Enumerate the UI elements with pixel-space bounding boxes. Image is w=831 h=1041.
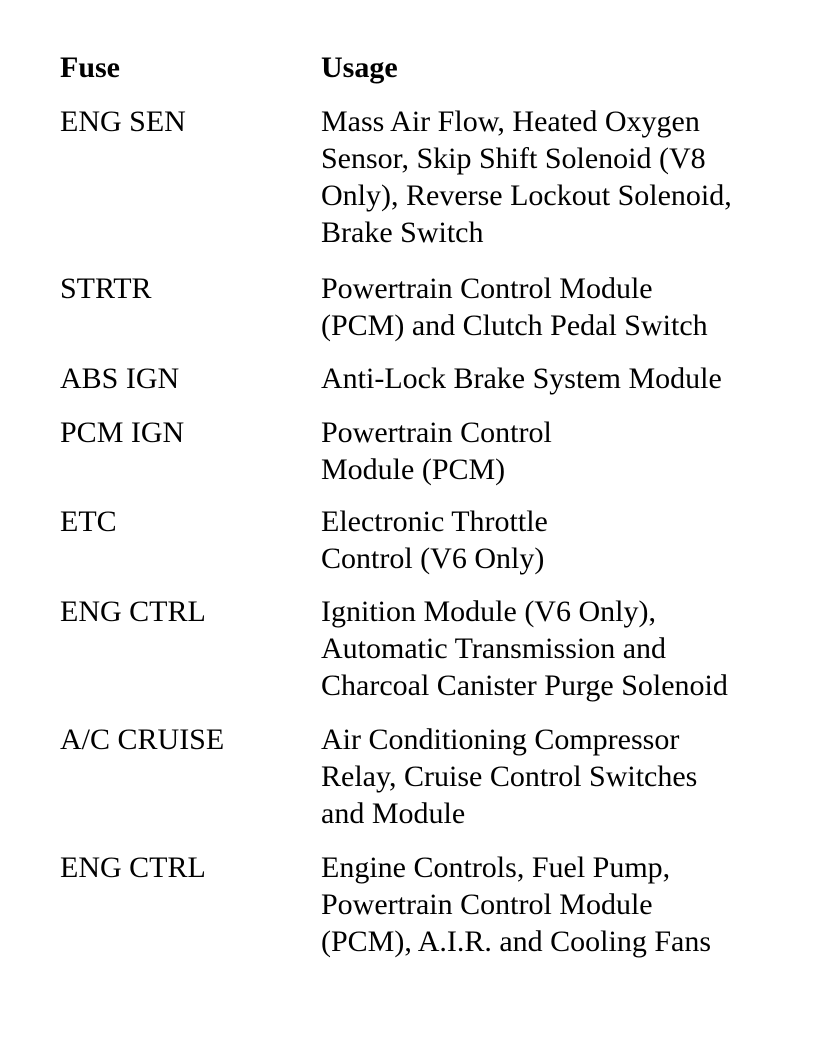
fuse-name-pcm-ign: PCM IGN (60, 416, 185, 449)
fuse-name-eng-sen: ENG SEN (60, 105, 186, 138)
usage-line: (PCM), A.I.R. and Cooling Fans (321, 925, 712, 958)
usage-line: Control (V6 Only) (321, 542, 545, 575)
usage-text-eng-ctrl-2 (321, 849, 821, 960)
usage-text-abs-ign (321, 360, 821, 397)
fuse-name-etc: ETC (60, 505, 117, 538)
usage-line: Powertrain Control Module (321, 888, 653, 921)
usage-line: Only), Reverse Lockout Solenoid, (321, 179, 732, 212)
usage-line: Air Conditioning Compressor (321, 723, 680, 756)
usage-text-eng-ctrl (321, 593, 821, 704)
usage-line: Charcoal Canister Purge Solenoid (321, 669, 728, 702)
usage-line: Mass Air Flow, Heated Oxygen (321, 105, 700, 138)
fuse-name-eng-ctrl-2: ENG CTRL (60, 851, 206, 884)
fuse-name-strtr: STRTR (60, 272, 152, 305)
usage-line: Powertrain Control (321, 416, 552, 449)
usage-line: Automatic Transmission and (321, 632, 667, 665)
fuse-name-ac-cruise: A/C CRUISE (60, 723, 225, 756)
usage-line: Electronic Throttle (321, 505, 548, 538)
fuse-name-abs-ign: ABS IGN (60, 362, 180, 395)
usage-text-eng-sen (321, 103, 821, 251)
usage-line: Ignition Module (V6 Only), (321, 595, 656, 628)
usage-line: Sensor, Skip Shift Solenoid (V8 (321, 142, 706, 175)
usage-line: Relay, Cruise Control Switches (321, 760, 698, 793)
usage-line: (PCM) and Clutch Pedal Switch (321, 309, 708, 342)
usage-text-pcm-ign (321, 414, 821, 488)
usage-text-strtr (321, 270, 821, 344)
usage-column-header: Usage (321, 51, 398, 84)
usage-line: Module (PCM) (321, 453, 506, 486)
usage-line: Powertrain Control Module (321, 272, 653, 305)
usage-line: Anti-Lock Brake System Module (321, 362, 722, 395)
fuse-name-eng-ctrl: ENG CTRL (60, 595, 206, 628)
fuse-column-header: Fuse (60, 51, 120, 84)
usage-line: Engine Controls, Fuel Pump, (321, 851, 671, 884)
usage-text-etc (321, 503, 821, 577)
usage-line: Brake Switch (321, 216, 484, 249)
usage-text-ac-cruise (321, 721, 821, 832)
usage-line: and Module (321, 797, 466, 830)
